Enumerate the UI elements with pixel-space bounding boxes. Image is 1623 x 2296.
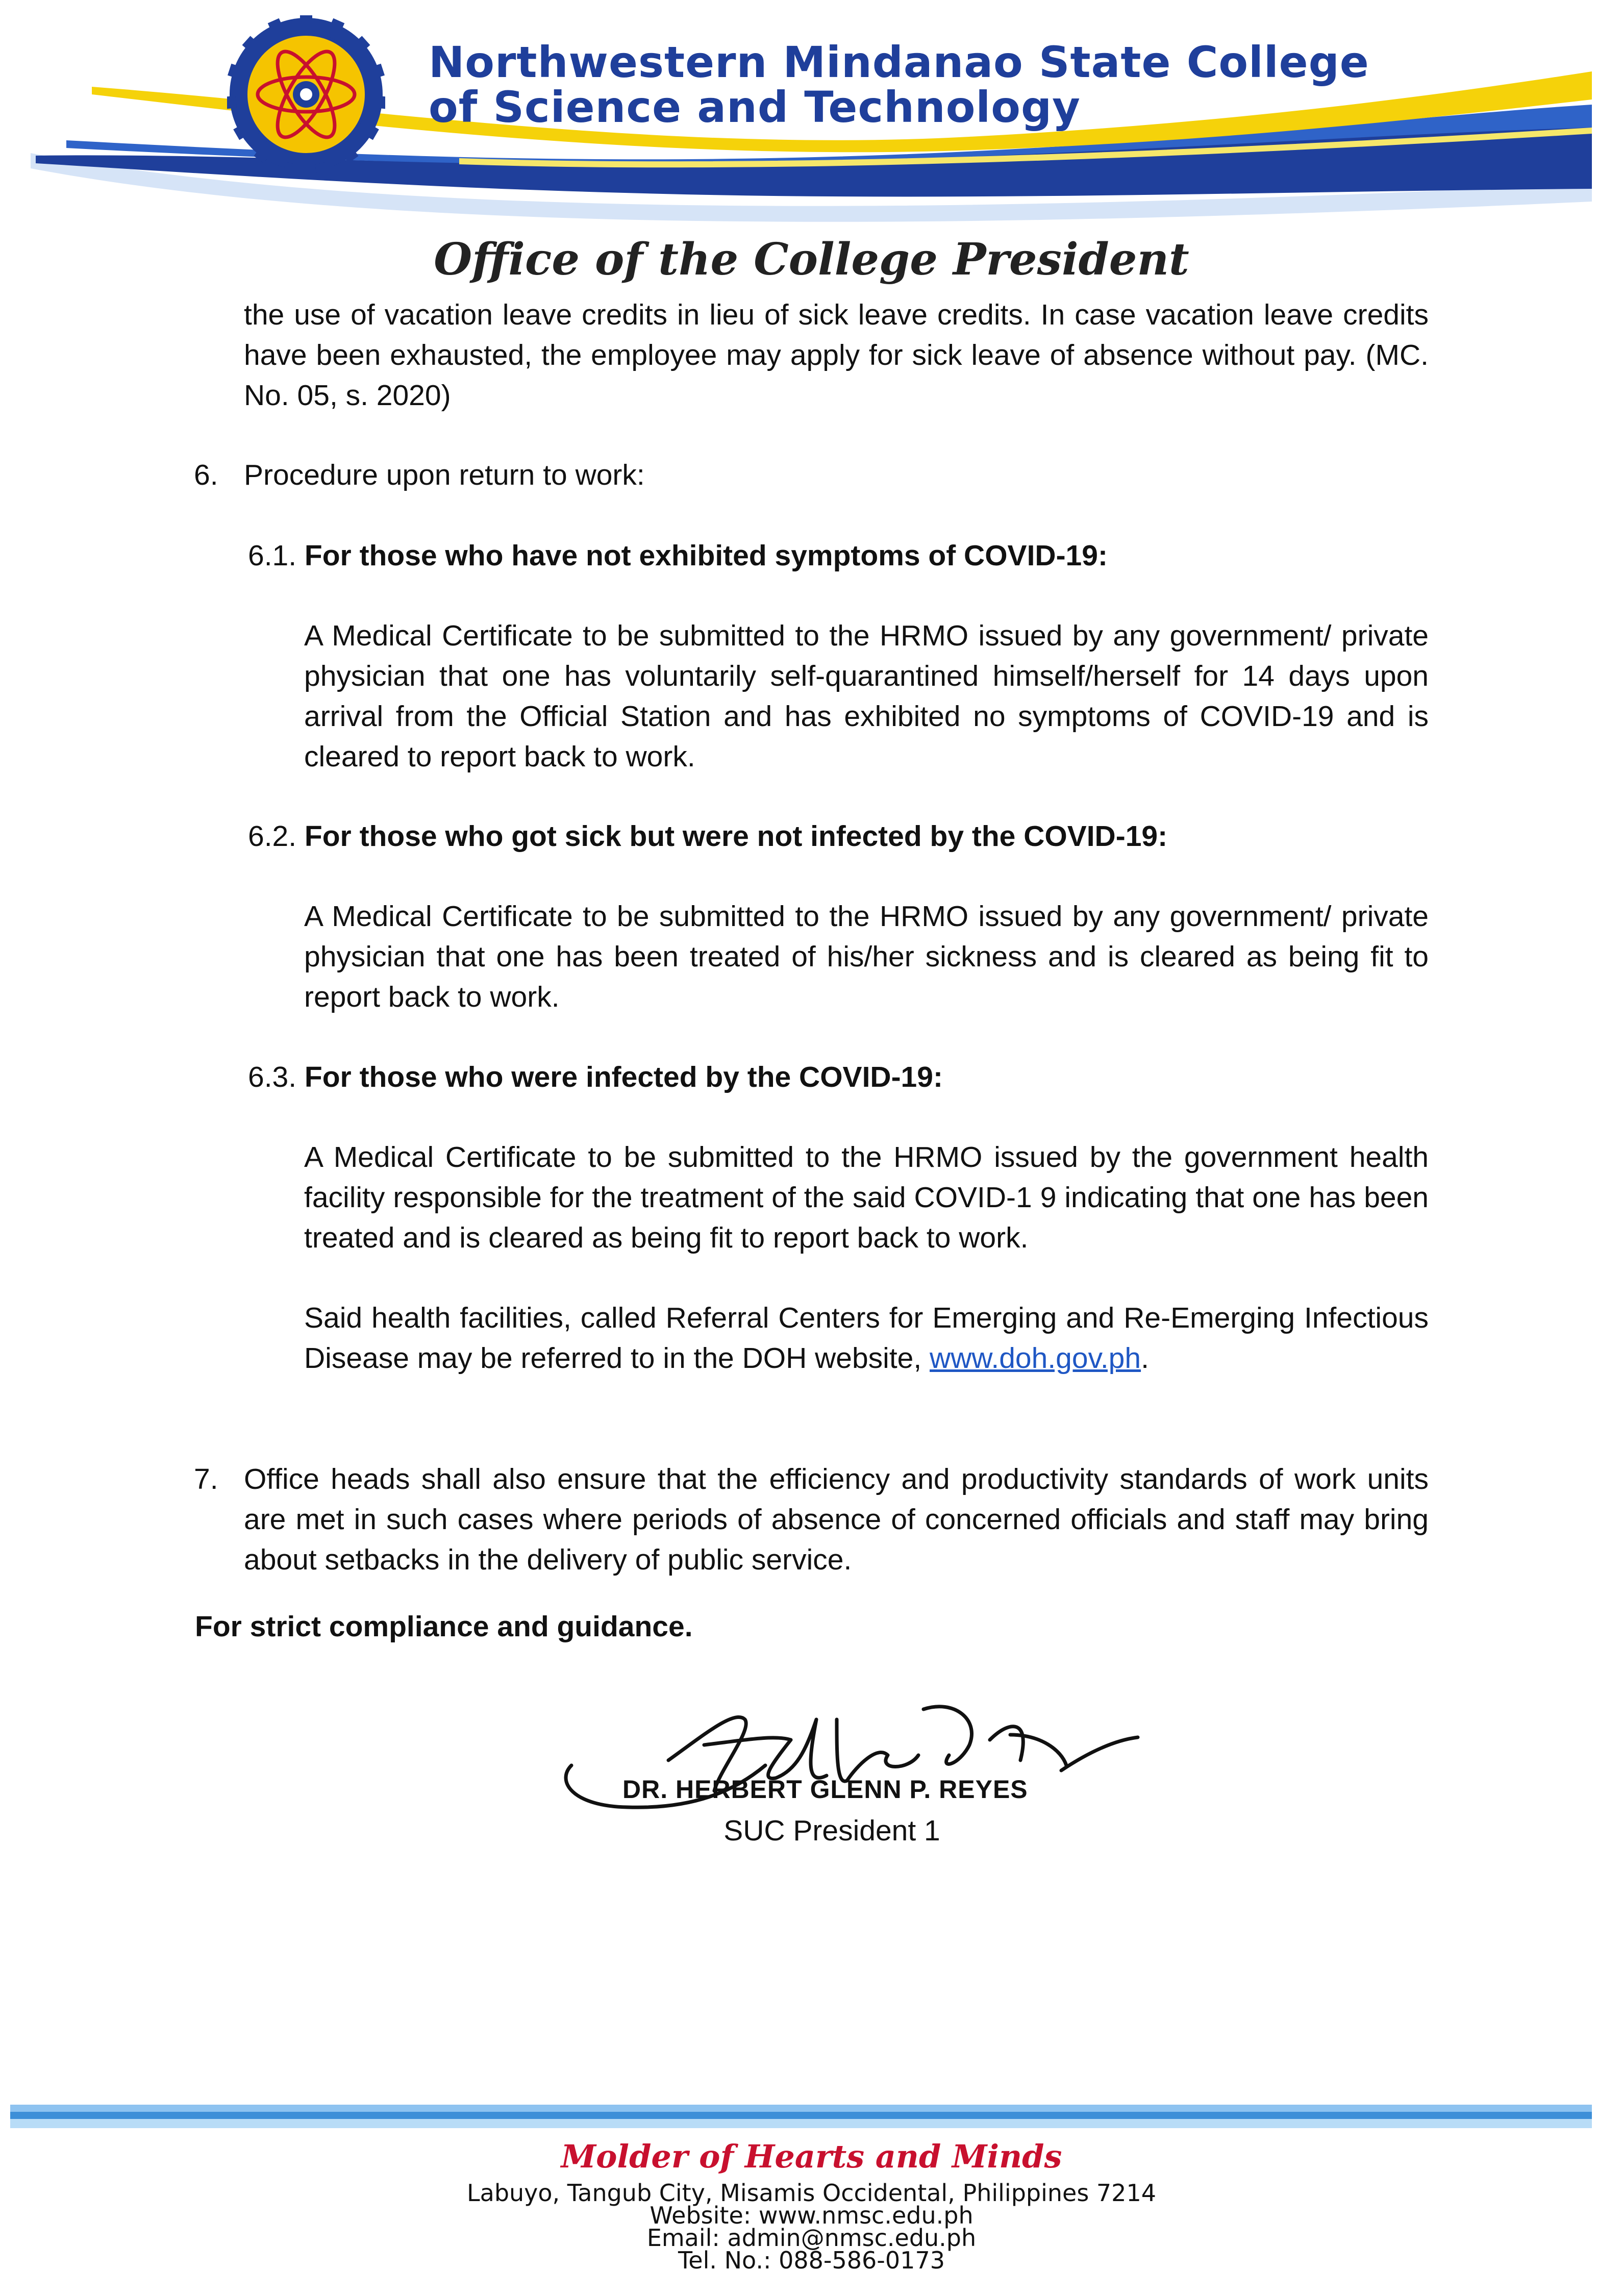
footer-band-graphic — [10, 2105, 1592, 2128]
list-item-6-text: Procedure upon return to work: — [244, 459, 645, 491]
college-name-line1: Northwestern Mindanao State College — [429, 37, 1369, 87]
office-title: Office of the College President — [434, 234, 1189, 285]
referral-text: Said health facilities, called Referral Centers for Emerging and Re-Emerging Infectious Disease may be referred to in the DOH website, — [304, 1302, 1429, 1375]
subitem-6-2-paragraph: A Medical Certificate to be submitted to the HRMO issued by any government/ private physician that one has been treated of his/her sickness and is cleared as being fit to report back to work. — [304, 900, 1429, 1013]
subitem-6-1-heading: For those who have not exhibited symptoms of COVID-19: — [304, 539, 1108, 572]
college-name — [429, 37, 1369, 132]
list-item-6 — [194, 455, 1429, 495]
subitem-6-3-heading-row — [248, 1057, 943, 1097]
referral-end: . — [1141, 1342, 1149, 1375]
intro-continuation-paragraph: the use of vacation leave credits in lieu of sick leave credits. In case vacation leave credits have been exhausted, the employee may apply for sick leave of absence without pay. (MC. No. 05, s. 2020) — [244, 298, 1429, 412]
subitem-6-1-number: 6.1. — [248, 539, 297, 572]
subitem-6-1-paragraph: A Medical Certificate to be submitted to the HRMO issued by any government/ private physician that one has voluntarily self-quarantined himself/herself for 14 days upon arrival from the Official Station and has exhibited no symptoms of COVID-19 and is cleared to report back to work. — [304, 619, 1429, 773]
subitem-6-3-number: 6.3. — [248, 1061, 297, 1093]
signatory-name: DR. HERBERT GLENN P. REYES — [622, 1775, 1028, 1804]
list-item-6-number: 6. — [194, 459, 218, 491]
footer-address: Labuyo, Tangub City, Misamis Occidental, Philippines 7214 — [467, 2179, 1156, 2207]
subitem-6-2-heading: For those who got sick but were not infected by the COVID-19: — [304, 820, 1168, 853]
footer-telephone: Tel. No.: 088-586-0173 — [678, 2247, 945, 2274]
subitem-6-1-heading-row — [248, 536, 1108, 576]
footer-email: Email: admin@nmsc.edu.ph — [646, 2224, 977, 2252]
signatory-title: SUC President 1 — [723, 1814, 940, 1847]
list-item-7-text: Office heads shall also ensure that the efficiency and productivity standards of work units are met in such cases where periods of absence of concerned officials and staff may bring about setbacks in the delivery of public service. — [244, 1463, 1429, 1576]
doh-website-link[interactable]: www.doh.gov.ph — [930, 1342, 1141, 1375]
college-motto: Molder of Hearts and Minds — [561, 2138, 1062, 2175]
closing-statement: For strict compliance and guidance. — [195, 1610, 693, 1643]
list-item-7-number: 7. — [194, 1463, 218, 1495]
referral-paragraph — [304, 1298, 1429, 1379]
college-name-line2: of Science and Technology — [429, 82, 1081, 132]
list-item-7 — [194, 1459, 1429, 1580]
subitem-6-3-paragraph: A Medical Certificate to be submitted to the HRMO issued by the government health facility responsible for the treatment of the said COVID-1 9 indicating that one has been treated and is cleared as being fit to report back to work. — [304, 1141, 1429, 1254]
subitem-6-2-number: 6.2. — [248, 820, 297, 853]
subitem-6-2-heading-row — [248, 816, 1167, 857]
footer-website: Website: www.nmsc.edu.ph — [650, 2202, 973, 2229]
subitem-6-3-heading: For those who were infected by the COVID-19: — [304, 1061, 943, 1093]
college-seal-icon — [227, 15, 385, 173]
